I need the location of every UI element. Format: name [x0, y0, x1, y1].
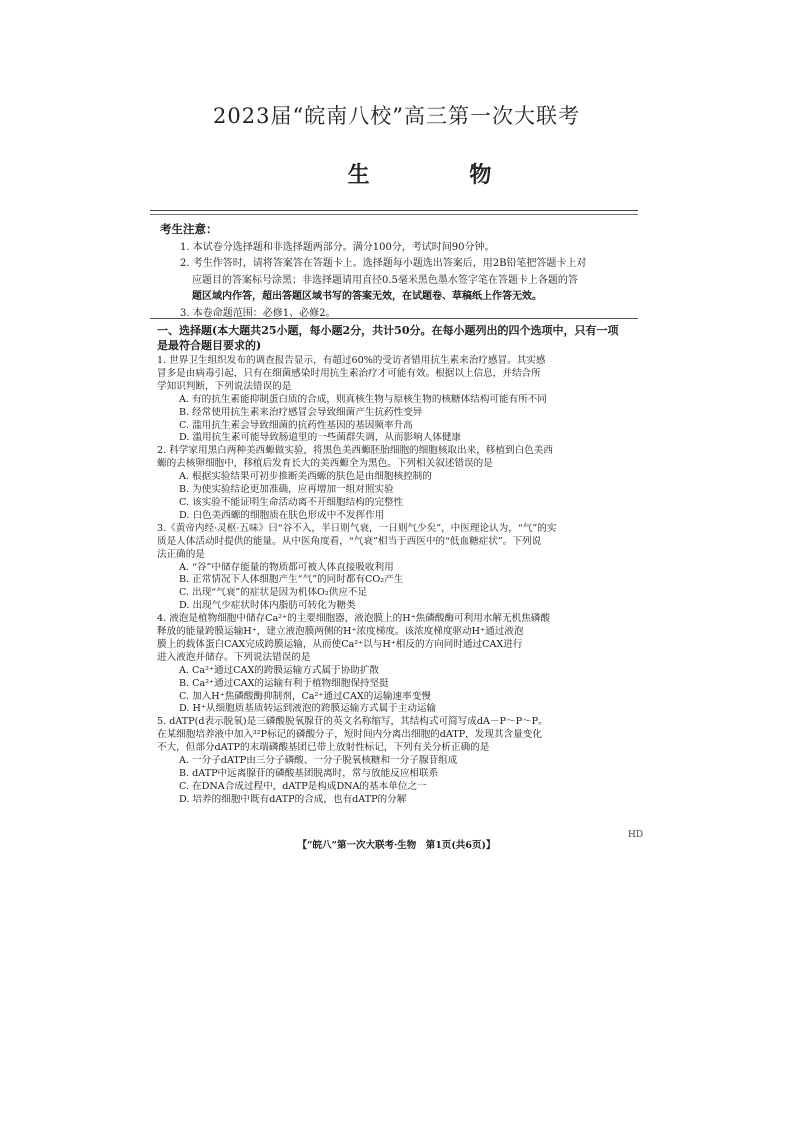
question-stem: 螈的去核卵细胞中，移植后发育长大的美西螈全为黑色。下列相关叙述错误的是: [157, 458, 493, 470]
option-d: D. 滥用抗生素可能导致肠道里的一些菌群失调，从而影响人体健康: [179, 432, 462, 444]
question-stem: 冒多是由病毒引起，只有在细菌感染时用抗生素治疗才可能有效。根据以上信息，并结合所: [157, 367, 541, 379]
notice-item: 题区域内作答，超出答题区域书写的答案无效，在试题卷、草稿纸上作答无效。: [192, 291, 542, 302]
section-heading-line: 是最符合题目要求的): [157, 339, 262, 352]
option-b: B. Ca²⁺通过CAX的运输有利于植物细胞保持坚挺: [179, 677, 389, 689]
question-stem: 进入液泡并储存。下列说法错误的是: [157, 651, 311, 663]
question-stem: 释放的能量跨膜运输H⁺，建立液泡膜两侧的H⁺浓度梯度。该浓度梯度驱动H⁺通过液泡: [157, 626, 524, 638]
question-5: [157, 716, 643, 806]
option-c: C. 出现“气衰”的症状是因为机体O₂供应不足: [179, 587, 368, 599]
question-1: [157, 355, 643, 445]
notice-item: 2. 考生作答时，请将答案答在答题卡上。选择题每小题选出答案后，用2B铅笔把答题卡上对: [180, 258, 587, 269]
option-b: B. 经常使用抗生素来治疗感冒会导致细菌产生抗药性变异: [179, 406, 423, 418]
question-stem: 学知识判断，下列说法错误的是: [157, 380, 292, 392]
header-divider-thin: [150, 214, 638, 215]
notice-heading: 考生注意：: [160, 222, 218, 236]
question-2: [157, 445, 643, 522]
option-a: A. 根据实验结果可初步推断美西螈的肤色是由细胞核控制的: [179, 471, 432, 483]
option-b: B. 正常情况下人体细胞产生“气”的同时都有CO₂产生: [179, 574, 404, 586]
option-d: D. 培养的细胞中既有dATP的合成，也有dATP的分解: [179, 793, 407, 805]
candidate-notice: [160, 221, 640, 322]
question-stem: 5. dATP(d表示脱氧)是三磷酸脱氧腺苷的英文名称缩写，其结构式可简写成dA－P～P～P。: [157, 716, 548, 728]
question-4: [157, 613, 643, 716]
question-stem: 2. 科学家用黑白两种美西螈做实验，将黑色美西螈胚胎细胞的细胞核取出来，移植到白色美西: [157, 445, 553, 457]
option-d: D. 出现气少症状时体内脂肪可转化为糖类: [179, 600, 356, 612]
option-a: A. Ca²⁺通过CAX的跨膜运输方式属于协助扩散: [179, 664, 380, 676]
option-d: D. H⁺从细胞质基质转运到液泡的跨膜运输方式属于主动运输: [179, 703, 437, 715]
section-divider: [150, 318, 638, 319]
question-stem: 法正确的是: [157, 548, 205, 560]
question-stem: 3.《黄帝内经·灵枢·五味》曰“谷不入，半日则气衰，一日则气少矣”，中医理论认为，“气”的实: [157, 522, 557, 534]
question-stem: 4. 液泡是植物细胞中储存Ca²⁺的主要细胞器，液泡膜上的H⁺焦磷酸酶可利用水解无机焦磷酸: [157, 613, 550, 625]
exam-code: HD: [628, 830, 644, 840]
page-footer: 【“皖八”第一次大联考·生物 第1页(共6页)】: [297, 840, 496, 851]
option-c: C. 滥用抗生素会导致细菌的抗药性基因的基因频率升高: [179, 419, 413, 431]
subject-title: 生 物: [347, 162, 538, 188]
option-b: B. 为使实验结论更加准确，应再增加一组对照实验: [179, 484, 394, 496]
question-stem: 质是人体活动时提供的能量。从中医角度看，“气衰”相当于西医中的“低血糖症状”。下列说: [157, 535, 542, 547]
section-heading: [157, 323, 643, 353]
header-divider: [150, 210, 638, 211]
question-stem: 1. 世界卫生组织发布的调查报告显示，有超过60%的受访者错用抗生素来治疗感冒。其实感: [157, 355, 546, 366]
notice-item: 1. 本试卷分选择题和非选择题两部分。满分100分，考试时间90分钟。: [180, 241, 495, 253]
option-a: A. “谷”中储存能量的物质都可被人体直接吸收利用: [179, 561, 394, 573]
question-stem: 不大，但部分dATP的末端磷酸基团已带上放射性标记，下列有关分析正确的是: [157, 742, 490, 754]
option-a: A. 有的抗生素能抑制蛋白质的合成，则真核生物与原核生物的核糖体结构可能有所不同: [179, 393, 547, 405]
option-c: C. 该实验不能证明生命活动离不开细胞结构的完整性: [179, 496, 404, 508]
question-3: [157, 523, 643, 613]
exam-title: 2023届“皖南八校”高三第一次大联考: [213, 104, 580, 128]
section-heading-line: 一、选择题(本大题共25小题，每小题2分，共计50分。在每小题列出的四个选项中，只有一项: [157, 324, 619, 337]
option-b: B. dATP中远离腺苷的磷酸基团脱离时，常与放能反应相联系: [179, 768, 439, 779]
option-a: A. 一分子dATP由三分子磷酸、一分子脱氧核糖和一分子腺苷组成: [179, 755, 458, 767]
notice-item: 3. 本卷命题范围：必修1、必修2。: [180, 307, 336, 319]
option-c: C. 在DNA合成过程中，dATP是构成DNA的基本单位之一: [179, 780, 427, 792]
question-stem: 膜上的载体蛋白CAX完成跨膜运输，从而使Ca²⁺以与H⁺相反的方向同时通过CAX进行: [157, 638, 523, 650]
question-stem: 在某细胞培养液中加入³²P标记的磷酸分子，短时间内分离出细胞的dATP，发现其含量变化: [157, 729, 542, 741]
question-list: [157, 355, 643, 807]
notice-item: 应题目的答案标号涂黑；非选择题请用直径0.5毫米黑色墨水签字笔在答题卡上各题的答: [192, 274, 578, 286]
option-d: D. 白色美西螈的细胞质在肤色形成中不发挥作用: [179, 509, 385, 521]
option-c: C. 加入H⁺焦磷酸酶抑制剂，Ca²⁺通过CAX的运输速率变慢: [179, 690, 431, 702]
